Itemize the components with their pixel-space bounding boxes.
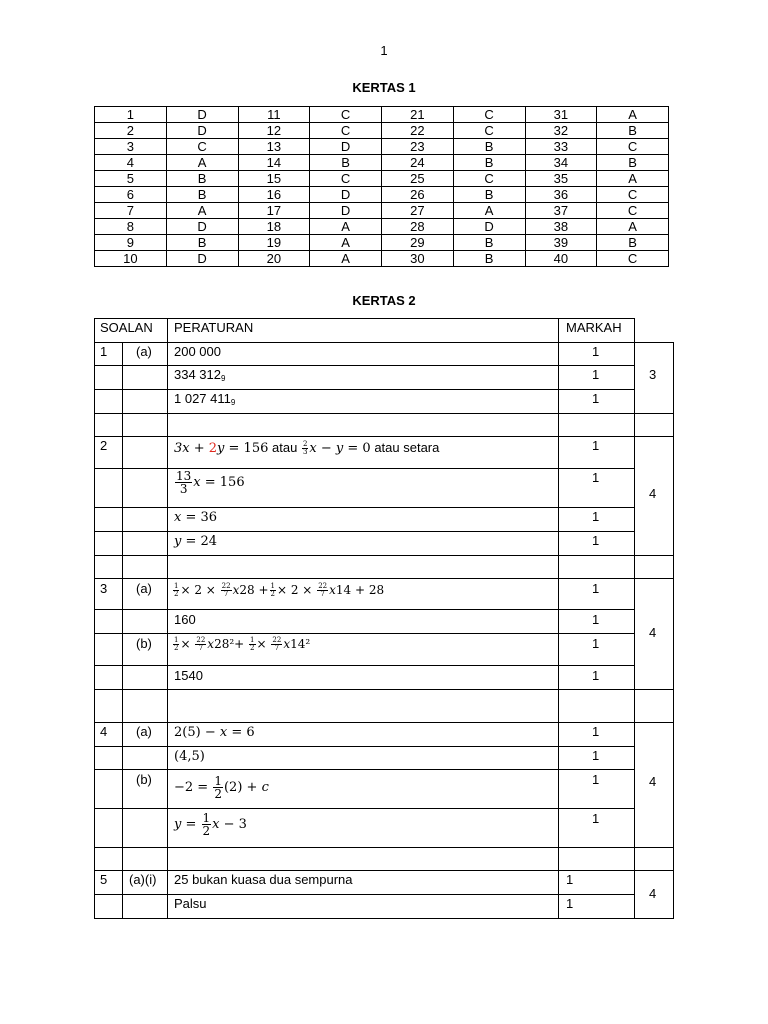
answer-cell: B xyxy=(597,123,669,139)
question-number-cell: 14 xyxy=(238,155,310,171)
header-markah: MARKAH xyxy=(566,320,622,335)
q4-step1: 2(5) − x = 6 xyxy=(174,725,255,740)
q5-total: 4 xyxy=(649,886,657,901)
question-number-cell: 31 xyxy=(525,107,597,123)
q5-part: (a)(i) xyxy=(129,872,157,887)
q5-mark-2: 1 xyxy=(566,896,574,911)
question-number-cell: 25 xyxy=(382,171,454,187)
question-number-cell: 38 xyxy=(525,219,597,235)
question-number-cell: 17 xyxy=(238,203,310,219)
answer-cell: B xyxy=(453,187,525,203)
question-number-cell: 10 xyxy=(95,251,167,267)
q1-number: 1 xyxy=(100,344,108,359)
q5-step2: Palsu xyxy=(174,896,207,911)
question-number-cell: 4 xyxy=(95,155,167,171)
q2-mark-3: 1 xyxy=(592,509,600,524)
q3-mark-1: 1 xyxy=(592,581,600,596)
answer-cell: C xyxy=(453,107,525,123)
question-number-cell: 32 xyxy=(525,123,597,139)
answer-cell: C xyxy=(310,171,382,187)
q2-mark-2: 1 xyxy=(592,470,600,485)
q3-part-b: (b) xyxy=(136,636,152,651)
question-number-cell: 39 xyxy=(525,235,597,251)
question-number-cell: 37 xyxy=(525,203,597,219)
q2-step3: x = 36 xyxy=(174,510,218,525)
answer-cell: B xyxy=(453,139,525,155)
question-number-cell: 23 xyxy=(382,139,454,155)
answer-cell: C xyxy=(453,123,525,139)
q3-part-a: (a) xyxy=(136,581,152,596)
answer-cell: A xyxy=(166,155,238,171)
q4-mark-3: 1 xyxy=(592,772,600,787)
answer-row xyxy=(95,235,669,251)
q4-part-a: (a) xyxy=(136,724,152,739)
q3-mark-2: 1 xyxy=(592,612,600,627)
q3-step2: 160 xyxy=(174,612,196,627)
question-number-cell: 36 xyxy=(525,187,597,203)
question-number-cell: 21 xyxy=(382,107,454,123)
answer-cell: B xyxy=(453,155,525,171)
q4-mark-4: 1 xyxy=(592,811,600,826)
q2-total: 4 xyxy=(649,486,657,501)
answer-row xyxy=(95,251,669,267)
answer-row xyxy=(95,139,669,155)
answer-cell: A xyxy=(597,107,669,123)
answer-row xyxy=(95,123,669,139)
q4-mark-2: 1 xyxy=(592,748,600,763)
answer-row xyxy=(95,219,669,235)
question-number-cell: 24 xyxy=(382,155,454,171)
answer-row xyxy=(95,171,669,187)
answer-cell: C xyxy=(166,139,238,155)
q4-step4: y = $\frac{1}{2}$ x − 3 xyxy=(174,811,247,838)
header-soalan: SOALAN xyxy=(100,320,153,335)
q1-total: 3 xyxy=(649,367,657,382)
answer-cell: D xyxy=(166,251,238,267)
answer-cell: B xyxy=(597,235,669,251)
answer-cell: D xyxy=(166,107,238,123)
question-number-cell: 29 xyxy=(382,235,454,251)
question-number-cell: 1 xyxy=(95,107,167,123)
answer-cell: A xyxy=(310,219,382,235)
question-number-cell: 28 xyxy=(382,219,454,235)
q4-step3: −2 = $\frac{1}{2}$ (2) + c xyxy=(174,774,269,801)
question-number-cell: 6 xyxy=(95,187,167,203)
q3-step3: $\frac{1}{2}$ × $\frac{22}{7}$ x28²+ $\frac{1}{2}$ × $\frac{22}{7}$ x14² xyxy=(174,636,311,652)
answer-cell: D xyxy=(453,219,525,235)
q2-step1: 3x + 2y = 156 atau $\frac{2}{3}$ x − y = 0 atau setara xyxy=(174,440,440,456)
q1-part: (a) xyxy=(136,344,152,359)
q3-total: 4 xyxy=(649,625,657,640)
question-number-cell: 7 xyxy=(95,203,167,219)
answer-row xyxy=(95,155,669,171)
question-number-cell: 15 xyxy=(238,171,310,187)
page-number: 1 xyxy=(380,43,388,58)
q4-part-b: (b) xyxy=(136,772,152,787)
question-number-cell: 19 xyxy=(238,235,310,251)
question-number-cell: 5 xyxy=(95,171,167,187)
q5-step1: 25 bukan kuasa dua sempurna xyxy=(174,872,353,887)
q2-number: 2 xyxy=(100,438,108,453)
question-number-cell: 20 xyxy=(238,251,310,267)
q4-number: 4 xyxy=(100,724,108,739)
answer-cell: A xyxy=(597,219,669,235)
q1-step1: 200 000 xyxy=(174,344,221,359)
question-number-cell: 9 xyxy=(95,235,167,251)
question-number-cell: 34 xyxy=(525,155,597,171)
answer-row xyxy=(95,107,669,123)
question-number-cell: 27 xyxy=(382,203,454,219)
q4-step2: (4,5) xyxy=(174,749,205,764)
answer-cell: B xyxy=(166,187,238,203)
answer-cell: D xyxy=(166,123,238,139)
question-number-cell: 12 xyxy=(238,123,310,139)
kertas1-title: KERTAS 1 xyxy=(352,80,416,95)
answer-cell: C xyxy=(597,139,669,155)
answer-cell: D xyxy=(310,187,382,203)
q2-mark-4: 1 xyxy=(592,533,600,548)
answer-cell: A xyxy=(310,251,382,267)
q3-number: 3 xyxy=(100,581,108,596)
question-number-cell: 8 xyxy=(95,219,167,235)
question-number-cell: 33 xyxy=(525,139,597,155)
answer-cell: A xyxy=(166,203,238,219)
q1-step3: 1 027 $411_9$ xyxy=(174,391,236,407)
kertas2-title: KERTAS 2 xyxy=(352,293,416,308)
answer-cell: D xyxy=(310,203,382,219)
q5-number: 5 xyxy=(100,872,108,887)
q1-step2: 334 $312_9$ xyxy=(174,367,226,383)
q1-mark-1: 1 xyxy=(592,344,600,359)
question-number-cell: 40 xyxy=(525,251,597,267)
q3-step1: $\frac{1}{2}$ × 2 × $\frac{22}{7}$ x28 + $\frac{1}{2}$ × 2 × $\frac{22}{7}$ x14 + 28 xyxy=(174,582,385,598)
answer-row xyxy=(95,203,669,219)
q4-mark-1: 1 xyxy=(592,724,600,739)
q3-mark-4: 1 xyxy=(592,668,600,683)
question-number-cell: 2 xyxy=(95,123,167,139)
answer-cell: B xyxy=(310,155,382,171)
q1-mark-2: 1 xyxy=(592,367,600,382)
q2-mark-1: 1 xyxy=(592,438,600,453)
q5-mark-1: 1 xyxy=(566,872,574,887)
question-number-cell: 26 xyxy=(382,187,454,203)
answer-cell: B xyxy=(597,155,669,171)
answer-cell: C xyxy=(597,187,669,203)
question-number-cell: 22 xyxy=(382,123,454,139)
answer-cell: C xyxy=(597,251,669,267)
answer-cell: D xyxy=(310,139,382,155)
question-number-cell: 13 xyxy=(238,139,310,155)
kertas1-answer-table xyxy=(94,106,669,267)
q4-total: 4 xyxy=(649,774,657,789)
answer-cell: A xyxy=(453,203,525,219)
question-number-cell: 11 xyxy=(238,107,310,123)
answer-cell: C xyxy=(310,123,382,139)
q3-step4: 1540 xyxy=(174,668,203,683)
answer-cell: B xyxy=(453,251,525,267)
q2-step2: $\frac{13}{3}$ x = 156 xyxy=(176,469,245,496)
question-number-cell: 16 xyxy=(238,187,310,203)
question-number-cell: 35 xyxy=(525,171,597,187)
answer-cell: D xyxy=(166,219,238,235)
answer-cell: A xyxy=(597,171,669,187)
answer-cell: C xyxy=(597,203,669,219)
answer-row xyxy=(95,187,669,203)
answer-cell: C xyxy=(453,171,525,187)
question-number-cell: 30 xyxy=(382,251,454,267)
answer-cell: B xyxy=(166,235,238,251)
answer-cell: B xyxy=(453,235,525,251)
header-peraturan: PERATURAN xyxy=(174,320,254,335)
q1-mark-3: 1 xyxy=(592,391,600,406)
answer-cell: A xyxy=(310,235,382,251)
question-number-cell: 3 xyxy=(95,139,167,155)
answer-cell: C xyxy=(310,107,382,123)
question-number-cell: 18 xyxy=(238,219,310,235)
q3-mark-3: 1 xyxy=(592,636,600,651)
q2-step4: y = 24 xyxy=(174,534,218,549)
answer-cell: B xyxy=(166,171,238,187)
